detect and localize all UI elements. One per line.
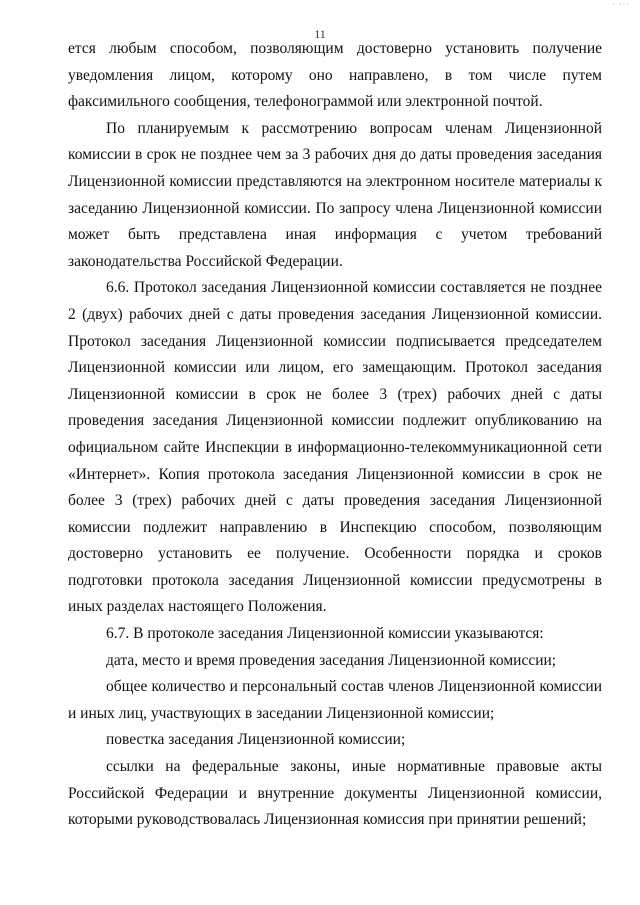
document-body [68,36,602,834]
list-item-references: ссылки на федеральные законы, иные нормативные правовые акты Российской Федерации и внутренние документы Лицензионной комиссии, которыми руководствовалась Лицензионная комиссия при принятии решений; [68,758,602,829]
list-item-date-place: дата, место и время проведения заседания Лицензионной комиссии; [106,651,557,669]
list-item-members: общее количество и персональный состав членов Лицензионной комиссии и иных лиц, участвующих в заседании Лицензионной комиссии; [68,678,602,722]
paragraph-materials: По планируемым к рассмотрению вопросам членам Лицензионной комиссии в срок не позднее чем за 3 рабочих дня до даты проведения заседания Лицензионной комиссии представляются на электронном носителе материалы к заседанию Лицензионной комиссии. По запросу члена Лицензионной комиссии может быть представлена иная информация с учетом требований законодательства Российской Федерации. [68,119,602,270]
paragraph-6-6: 6.6. Протокол заседания Лицензионной комиссии составляется не позднее 2 (двух) рабочих дней с даты проведения заседания Лицензионной комиссии. Протокол заседания Лицензионной комиссии подписывается председателем Лицензионной комиссии или лицом, его замещающим. Протокол заседания Лицензионной комиссии в срок не более 3 (трех) рабочих дней с даты проведения заседания Лицензионной комиссии подлежит опубликованию на официальном сайте Инспекции в информационно-телекоммуникационной сети «Интернет». Копия протокола заседания Лицензионной комиссии в срок не более 3 (трех) рабочих дней с даты проведения заседания Лицензионной комиссии подлежит направлению в Инспекцию способом, позволяющим достоверно установить ее получение. Особенности порядка и сроков подготовки протокола заседания Лицензионной комиссии предусмотрены в иных разделах настоящего Положения. [68,279,602,616]
page-number: 11 [314,27,326,41]
paragraph-6-7: 6.7. В протоколе заседания Лицензионной комиссии указываются: [106,625,544,643]
paragraph-continuation: ется любым способом, позволяющим достоверно установить получение уведомления лицом, которому оно направлено, в том числе путем факсимильного сообщения, телефонограммой или электронной почтой. [68,40,602,111]
list-item-agenda: повестка заседания Лицензионной комиссии; [106,731,406,749]
corner-mark: · ··· [612,0,630,9]
